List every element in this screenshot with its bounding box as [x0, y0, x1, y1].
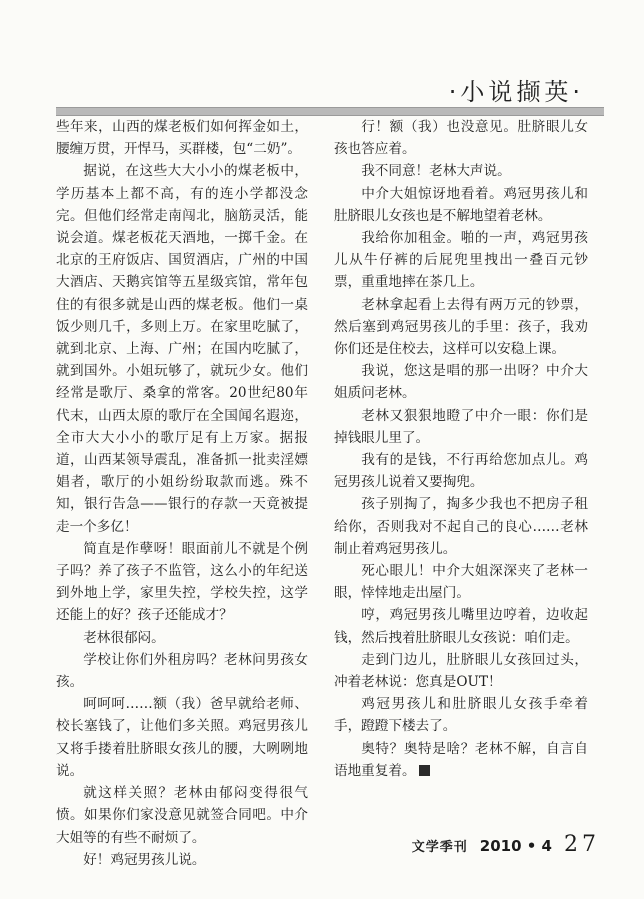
magazine-name: 文学季刊	[411, 840, 468, 855]
paragraph	[56, 538, 308, 627]
paragraph-text: 好！鸡冠男孩儿说。	[83, 851, 206, 868]
paragraph	[56, 693, 308, 782]
paragraph	[56, 649, 308, 693]
left-column	[56, 116, 308, 871]
paragraph-text: 我说，您这是唱的那一出呀？中介大姐质问老林。	[334, 363, 588, 402]
header-rule	[56, 107, 604, 116]
paragraph	[56, 782, 308, 849]
paragraph-text: 学校让你们外租房吗？老林问男孩女孩。	[56, 651, 308, 691]
paragraph-text: 鸡冠男孩儿和肚脐眼儿女孩手牵着手，蹬蹬下楼去了。	[334, 696, 588, 735]
paragraph	[334, 360, 588, 404]
paragraph-text: 我给你加租金。啪的一声，鸡冠男孩儿从牛仔裤的后屁兜里拽出一叠百元钞票，重重地摔在茶几上。	[334, 230, 588, 291]
paragraph-text: 哼，鸡冠男孩儿嘴里边哼着，边收起钱，然后拽着肚脐眼儿女孩说：咱们走。	[334, 607, 588, 646]
section-title: ·小说撷英·	[448, 78, 584, 106]
paragraph-text: 中介大姐惊讶地看着。鸡冠男孩儿和肚脐眼儿女孩也是不解地望着老林。	[334, 185, 588, 224]
paragraph-text: 简直是作孽呀！眼面前儿不就是个例子吗？养了孩子不监管，这么小的年纪送到外地上学，家里失控，学校失控，这学还能上的好？孩子还能成才？	[56, 540, 308, 624]
paragraph	[334, 738, 588, 782]
paragraph-text: 老林很郁闷。	[83, 629, 165, 646]
paragraph	[56, 627, 308, 649]
paragraph-text: 老林拿起看上去得有两万元的钞票，然后塞到鸡冠男孩儿的手里：孩子，我劝你们还是住校去，这样可以安稳上课。	[334, 296, 588, 358]
paragraph-text: 行！额（我）也没意见。肚脐眼儿女孩也答应着。	[334, 119, 588, 158]
paragraph	[334, 649, 588, 693]
page-footer	[412, 832, 600, 857]
paragraph-text: 孩子别掏了，掏多少我也不把房子租给你，否则我对不起自己的良心……老林制止着鸡冠男孩儿。	[334, 496, 588, 557]
paragraph-text: 些年来，山西的煤老板们如何挥金如土，腰缠万贯，开悍马，买群楼，包“二奶”。	[56, 119, 308, 158]
paragraph	[334, 493, 588, 560]
right-column	[334, 116, 588, 782]
page-number: 27	[564, 832, 600, 857]
paragraph	[56, 160, 308, 537]
paragraph-text: 走到门边儿，肚脐眼儿女孩回过头，冲着老林说：您真是OUT！	[334, 651, 588, 691]
paragraph-text: 据说，在这些大大小小的煤老板中，学历基本上都不高，有的连小学都没念完。但他们经常走南闯北，脑筋灵活，能说会道。煤老板花天酒地，一掷千金。在北京的王府饭店、国贸酒店，广州的中国大酒店、天鹅宾馆等五星级宾馆，常年包住的有很多就是山西的煤老板。他们一桌饭少则几千，多则上万。在家里吃腻了，就到北京、上海、广州；在国内吃腻了，就到国外。小姐玩够了，就玩少女。他们经常是歌厅、桑拿的常客。20世纪80年代末，山西太原的歌厅在全国闻名遐迩，全市大大小小的歌厅足有上万家。据报道，山西某领导震乱，准备抓一批卖淫嫖娼者，歌厅的小姐纷纷取款而逃。殊不知，银行告急——银行的存款一天竟被提走一个多亿！	[56, 163, 308, 535]
paragraph-text: 我有的是钱，不行再给您加点儿。鸡冠男孩儿说着又要掏兜。	[334, 452, 588, 491]
paragraph	[334, 116, 588, 160]
paragraph	[334, 693, 588, 737]
paragraph-text: 奥特？奥特是啥？老林不解，自言自语地重复着。	[334, 740, 588, 779]
end-mark-icon	[419, 765, 430, 776]
paragraph-text: 我不同意！老林大声说。	[361, 163, 511, 180]
paragraph	[56, 849, 308, 871]
paragraph	[334, 227, 588, 294]
paragraph-text: 老林又狠狠地瞪了中介一眼：你们是掉钱眼儿里了。	[334, 407, 588, 446]
paragraph	[56, 116, 308, 160]
paragraph	[334, 405, 588, 449]
paragraph-text: 死心眼儿！中介大姐深深夹了老林一眼，悻悻地走出屋门。	[334, 563, 588, 602]
paragraph	[334, 604, 588, 648]
paragraph	[334, 294, 588, 361]
paragraph-text: 呵呵呵……额（我）爸早就给老师、校长塞钱了，让他们多关照。鸡冠男孩儿又将手搂着肚脐眼女孩儿的腰，大咧咧地说。	[56, 696, 308, 779]
paragraph	[334, 183, 588, 227]
paragraph	[334, 560, 588, 604]
paragraph	[334, 449, 588, 493]
paragraph-text: 就这样关照？老林由郁闷变得很气愤。如果你们家没意见就签合同吧。中介大姐等的有些不耐烦了。	[56, 785, 308, 846]
paragraph	[334, 160, 588, 182]
issue-number: 2010 • 4	[479, 837, 552, 855]
